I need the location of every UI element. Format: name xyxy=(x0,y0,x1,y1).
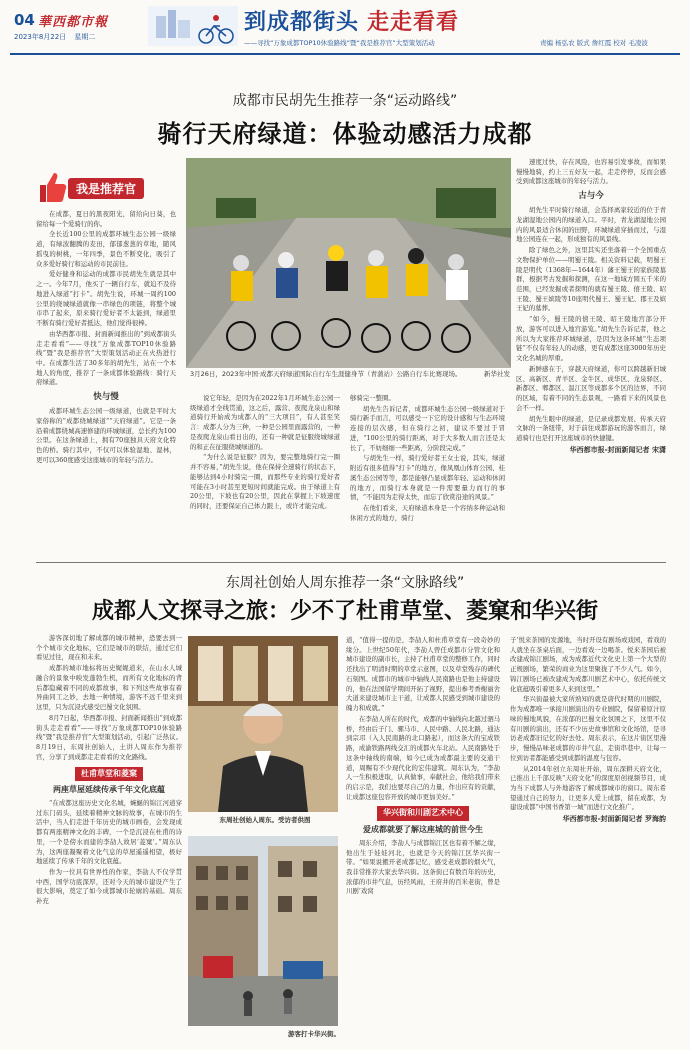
subheading-fast-slow: 快与慢 xyxy=(93,392,119,403)
subheading-old-new: 古与今 xyxy=(578,191,604,202)
paragraph: 成都的城市地标将历史娓娓道来，在山水人城融合的景象中映发蓬勃生机，而所有文化地标的背后都隐藏着不同的成都故事，和下列这些故事有着异曲同工之妙，去地一种情境，游客不远千里来到这里，只为沉浸式感受巴蜀文化氛围。 xyxy=(36,664,182,712)
story1-byline: 华西都市报-封面新闻记者 宋潇 xyxy=(569,445,666,454)
story-divider xyxy=(36,562,666,563)
story1-column2 xyxy=(190,394,340,554)
paragraph: 游客深切地了解成都的城市精神，恐要去到一个个城市文化地标，它们是城市的联结，通过它们看见过往，现在和未来。 xyxy=(36,634,182,662)
story2-column1 xyxy=(36,634,182,1044)
subheading-two-cottages: 两座草屋延续传承千年文化底蕴 xyxy=(53,784,165,794)
weekday-text: 星期二 xyxy=(74,33,96,41)
paragraph: 速度过快，存在风险，也容易引发事故，而如果慢慢地骑，约上三五好友一起，走走停停，反而会感受到成都这座城市的年轻与活力。 xyxy=(516,158,666,186)
section-tag-dufu: 杜甫草堂和菱窠 xyxy=(75,767,143,781)
header-rule xyxy=(10,53,680,55)
banner-title-part2: 走走看看 xyxy=(367,10,460,35)
paragraph: 除了绿色之外，这里其实还坐落着一个全国重点文物保护单位——明蜀王陵。相关资料记载，明蜀王陵是明代（1368年—1644年）藩王蜀王的家族陵墓群，根据考古发掘和探测，在这一地域方圆五千米的范围，已经发掘或者探明的就有蜀王陵、僖王陵、昭王陵、蜀王嫔陵等10座明代蜀王、蜀王妃、郡王及嫔王妃的墓葬。 xyxy=(516,246,666,313)
photo1-caption-text: 3月26日，2023年中国·成都天府绿道国际自行车生涯健身节（青蒲站）公路自行车比赛现场。 xyxy=(190,370,462,378)
story1-kicker: 成都市民胡先生推荐一条“运动路线” xyxy=(232,93,458,109)
paragraph: 在他们看来，天府绿道本身是一个容纳多种运动和休闲方式的地方，骑行 xyxy=(350,504,505,522)
story2-column3 xyxy=(510,636,666,1042)
paragraph: 道，“值得一提的是，李劼人和杜甫草堂有一段奇妙的缘分。上世纪50年代，李劼人曾任成都市分管文化和城市建设的副市长，主持了杜甫草堂的整修工作，同时还找出了明清时期的草堂示意图，以及草堂残存的碑代石刻图。成都市的城市中轴线人民南路也是他主持建设的，他在法国留学期间开拓了视野，提出参考香榭丽舍大道来建设城市主干道，让成都人民感受到城市建设的魄力和成就。” xyxy=(346,636,500,713)
cyclist-illustration xyxy=(148,6,238,46)
paragraph: 新鲜感在于，穿越天府绿道，你可以跨越新旧城区、高新区、青羊区、金牛区、成华区、龙泉驿区、新都区、郫都区、温江区等成都多个区的边界，不同的区域，有着不同的生态景观，一路看下来的风景也会不一样。 xyxy=(516,364,666,412)
photo2-caption: 东周社创始人周东。受访者供图 xyxy=(219,816,311,824)
recommender-badge xyxy=(36,176,176,202)
paragraph: “为什么说是征服？因为，要完整地骑行完一圈并不容易，”胡先生说，他在保持全速骑行的状态下，能够达到4小时骑完一圈，而那些专业的骑行爱好者可能在3小时甚至更短时间就能完成。由于绿道上有20公里，下坡也有20公里，因此在掌握上下坡速度的同时，还要保证自己体力跟上，或许才能完成。 xyxy=(190,453,340,511)
subheading-love-chengdu: 爱成都就要了解这座城的前世今生 xyxy=(363,824,483,834)
story1-column4 xyxy=(516,158,666,554)
zhoudong-portrait-photo xyxy=(188,636,338,812)
paragraph: 在成都，夏日的黑夜阳光，留给向日葵，也留给每一个爱骑行的你。 xyxy=(36,210,176,228)
page-header xyxy=(0,0,690,58)
cycling-race-photo xyxy=(186,158,511,368)
paragraph: “在成都这座历史文化名城，蜿蜒的锦江河道穿过东门码头，延续着精神文脉的故事，在城市的生活中，当人们走进千年历史的城市画卷，会发现成都有两座精神文化的丰碑，一个是沉浸在杜甫的诗里，一个是傍水而建的李劼人故居‘菱窠’。”周东认为，这两座凝聚着文化气息的草屋遥遥相望，极好地延续了传承千年的文化底蕴。 xyxy=(36,798,182,866)
date-text: 2023年8月22日 xyxy=(14,33,67,41)
badge-label: 我是推荐官 xyxy=(68,178,144,199)
issue-date xyxy=(14,32,95,42)
paragraph: 与胡先生一样，骑行爱好者王女士说，其实，绿道附近有很多值得“打卡”的地方，像凤凰山体育公园、桂溪生态公园等等，都是能够凸显成都年轻、运动和休闲的地方，而骑行本身就是一件需要量力而行的事情，“不能因为走得太快，而忘了欣赏沿途的风景。” xyxy=(350,454,505,502)
story1-column1 xyxy=(36,210,176,550)
story1-column3 xyxy=(350,394,505,554)
huaxing-street-photo xyxy=(188,836,338,1026)
story2-column2 xyxy=(346,636,500,1040)
paragraph: 作为一位具有世界性的作家，李劼人不仅学贯中西，国学功底深厚，还对今天的城市建设产生了很大影响，奠定了如今成都城市轮廓的基础。周东补充 xyxy=(36,868,182,906)
paragraph: “如今，蜀王陵的僖王陵、昭王陵地宫部分开放，游客可以进入地宫游览。”胡先生告诉记者，他之所以为大家推荐环城绿道，是因为这条环城“生态项链”不仅有年轻人的动感，更有成都这座3000年历史文化名城的厚重。 xyxy=(516,315,666,363)
thumbs-up-icon xyxy=(36,170,68,204)
page-number: 04 xyxy=(14,11,35,29)
photo1-caption xyxy=(190,370,510,379)
story2-kicker: 东周社创始人周东推荐一条“文脉路线” xyxy=(225,575,465,591)
paragraph: 8月7日起，华西都市报、封面新闻推出“到成都街头走走看看”——寻找“万象成都TOP10休验路线”暨“我是推荐官”大型策划活动，引起广泛热议。8月19日，东周社创始人，土讲人周东作为推荐官，分享了到成都走走看看的文化路线。 xyxy=(36,713,182,761)
paragraph: 子’悦来茶园的发源地，当时开设有剧场或戏园，看戏的人就坐在茶桌后面，一边看戏一边喝茶。悦来茶园后被改建成锦江剧场，成为成都近代文化史上第一个大型的正规剧场，繁荣的商业为这里聚拢了不少人气。如今，锦江剧场已被改建成为成都川剧艺术中心，依托传统文化底蕴吸引着更多人来到这里。” xyxy=(510,636,666,693)
paragraph: 胡先生告诉记者，成都环城生态公园一级绿道对于骑行新手而言，可以感受一下它的设计感和与生态环境连接的层次感，但在骑行之初，建议不要过于冒进，“100公里的骑行距离，对于大多数人而言还是太长了，不妨细细一些距离，分阶段完成。” xyxy=(350,404,505,452)
paragraph: 说它年轻，是因为在2022年1月环城生态公园一级绿道才全线贯通，这之后，露营、夜爬龙泉山和绿道骑行开始成为成都人的“三大项目”，有人甚至笑言：成都人分为三种，一种是公园里面露营的，一种是夜爬龙泉山看日出的，还有一种就是征服绕城绿道的和正在征服绕城绿道的。 xyxy=(190,394,340,451)
paragraph: 由华西都市报、封面新闻推出的“到成都街头走走看看”——寻找“万象成都TOP10休验路线”暨“我是推荐官”大型策划活动正在火热进行中。在成都生活了30多年的胡先生，站在一个本地人的角度，推荐了一条成都体验路线：骑行天府绿道。 xyxy=(36,329,176,387)
paragraph: 胡先生眼中的绿道，是记录成都发展、传承天府文脉的一条纽带，对于前往成都游玩的游客而言，绿道骑行也是打开这座城市的快捷键。 xyxy=(516,414,666,442)
photo1-credit: 新华社发 xyxy=(484,370,510,378)
paper-name-logo: 華西都市報 xyxy=(38,15,109,30)
section-tag-huaxing: 华兴街和川剧艺术中心 xyxy=(377,806,469,820)
banner-subtitle: ——寻找“万象成都TOP10休验路线”暨“我是推荐官”大型策划活动 xyxy=(244,39,435,47)
paragraph: 成都环城生态公园一级绿道，也就是平时大家俗称的“成都绕城绿道”“天府绿道”。它是一条沿着成都绕城高速修建的环城绿道，总长约为100公里。在这条绿道上，拥有70座独具天府文化特色的桥。骑行其中，不仅可以体验湿地、湿林，更可以360度感受这座城市的年轻与活力。 xyxy=(36,407,176,464)
paragraph: 周东介绍，李劼人与成都锦江区也有着不解之缘，他出生于娃娃河北，也就是今天的锦江区华兴街一带。“如果说搬开老成都记忆，感受老成都的烟火气，我非常推荐大家去华兴街。这条街已有数百年的历史，浓郁的市井气息，历经风雨，王府井的百米老街，曾是川剧‘戏窝 xyxy=(346,838,500,896)
paragraph: 华兴街最被大家所熟知的就是唐代时期的川剧院，作为成都唯一承接川剧演出的专业剧院，保留着原汁原味的蜀地风貌，在浓郁的巴蜀文化氛围之下，这里不仅有川剧的演出，还有不少历史故事馆和文化场馆，是寻访老成都旧记忆的好去处。周东表示，在这片街区里漫步，慢慢品味老成都的市井气息，走街串巷中，让每一位到访者都能感受到成都的温度与包容。 xyxy=(510,695,666,762)
story2-headline: 成都人文探寻之旅：少不了杜甫草堂、菱窠和华兴街 xyxy=(91,599,598,624)
paragraph: 够骑完一整圈。 xyxy=(350,394,395,402)
paragraph: 在李劼人所在的时代，成都的中轴线向北越过驷马桥，经由后子门、骡马市、人民中路、人民北路，通达到宗邛（入人民南路的北口路起），而这条大的宝成铁路，成渝铁路两线交汇的成都火车北站。人民南路处于这条中轴线的南端，如今已成为成都最主要的交通干道，周赐有不少现代化的宏伟建筑。周东认为，“李劼人一生积极进取，认真做事，奉献社会，他给我们带来的启示是，我们也要尽自己的力量，作出应有的贡献，让成都这座包容开放的城市更加美好。” xyxy=(346,714,500,801)
story1-headline: 骑行天府绿道：体验动感活力成都 xyxy=(157,120,533,148)
editor-credits: 责编 杨弘农 版式 詹红霞 校对 毛凌波 xyxy=(540,39,648,47)
banner-title-part1: 到成都街头 xyxy=(244,10,360,35)
paragraph: 胡先生平时骑行绿道，会选择离家较近的位于青龙湖湿地公园内的绿道入口。平时，青龙湖湿地公园内的风景适合休闲的田野，环城绿道穿插而过，与湿地公园连在一起，形成独有的风景线。 xyxy=(516,206,666,244)
paragraph: 全长近100公里的成都环城生态公园一级绿道，有绿波翻腾的麦田，郁郁葱葱的草地，随风摇曳的树桃，一年四季，景色不断变化，吸引了众多爱好骑行和运动的市民前往。 xyxy=(36,230,176,268)
banner-title xyxy=(244,5,459,36)
story2-byline: 华西都市报-封面新闻记者 罗海韵 xyxy=(562,815,666,824)
paragraph: 爱好健身和运动的成都市民胡先生就是其中之一。今年7月，他买了一辆自行车，就迫不及待地进入绿道“打卡”。胡先生说，环城一周约100公里的绕城绿道就像一串绿色的项链，将整个城市串了起来，原来骑行爱好者不太能到，绿道里不断有骑行爱好者抵达，他们觉得很棒。 xyxy=(36,270,176,328)
photo3-caption: 游客打卡华兴街。 xyxy=(288,1030,340,1038)
paragraph: 从2014年创立东周社开始，周东深耕天府文化，已推出上千部反映“天府文化”的深度原创视频节目，成为当下成都人与外地游客了解成都城市的窗口。周东希望通过自己的努力，让更多人爱上成都，留在成都，为建设成都“中国书香第一城”而进行文化推广。 xyxy=(510,764,666,812)
